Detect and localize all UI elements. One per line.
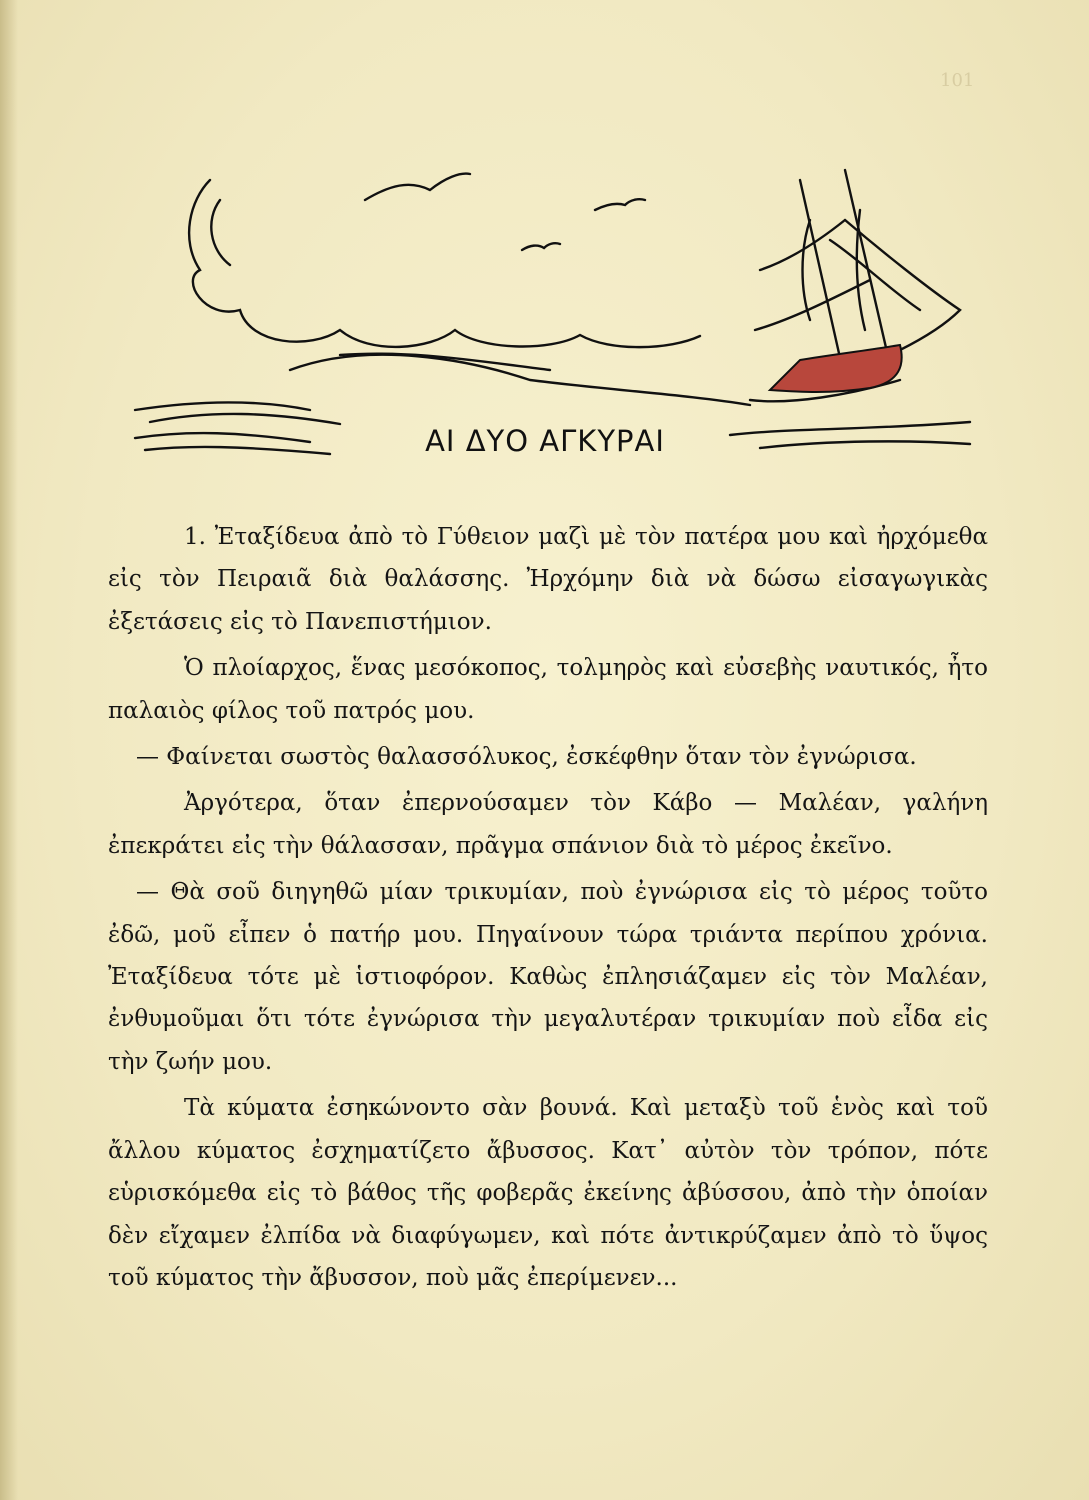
page-number: 101 — [940, 70, 975, 91]
paragraph: Ἀργότερα, ὅταν ἐπερνούσαμεν τὸν Κάβο — Μαλέαν, γαλήνη ἐπεκράτει εἰς τὴν θάλασσαν, πρᾶγμα σπάνιον διὰ τὸ μέρος ἐκεῖνο. — [108, 790, 988, 859]
dialog-paragraph: — Φαίνεται σωστὸς θαλασσόλυκος, ἐσκέφθην ὅταν τὸν ἐγνώρισα. — [136, 744, 917, 771]
chapter-title: ΑΙ ΔΥΟ ΑΓΚΥΡΑΙ — [425, 424, 665, 458]
body-text — [108, 516, 988, 1303]
paragraph: Ὁ πλοίαρχος, ἕνας μεσόκοπος, τολμηρὸς καὶ εὐσεβὴς ναυτικός, ἦτο παλαιὸς φίλος τοῦ πατρός μου. — [108, 655, 988, 724]
paragraph: 1. Ἐταξίδευα ἀπὸ τὸ Γύθειον μαζὶ μὲ τὸν πατέρα μου καὶ ἠρχόμεθα εἰς τὸν Πειραιᾶ διὰ θαλάσσης. Ἠρχόμην διὰ νὰ δώσω εἰσαγωγικὰς ἐξετάσεις εἰς τὸ Πανεπιστήμιον. — [108, 524, 988, 635]
dialog-paragraph: — Θὰ σοῦ διηγηθῶ μίαν τρικυμίαν, ποὺ ἐγνώρισα εἰς τὸ μέρος τοῦτο ἐδῶ, μοῦ εἶπεν ὁ πατήρ μου. Πηγαίνουν τώρα τριάντα περίπου χρόνια. Ἐταξίδευα τότε μὲ ἱστιοφόρον. Καθὼς ἐπλησιάζαμεν εἰς τὸν Μαλέαν, ἐνθυμοῦμαι ὅτι τότε ἐγνώρισα τὴν μεγαλυτέραν τρικυμίαν ποὺ εἶδα εἰς τὴν ζωήν μου. — [108, 879, 988, 1075]
gutter-shadow — [0, 0, 18, 1500]
paragraph: Τὰ κύματα ἐσηκώνοντο σὰν βουνά. Καὶ μεταξὺ τοῦ ἑνὸς καὶ τοῦ ἄλλου κύματος ἐσχηματίζετο ἄβυσσος. Κατ᾽ αὐτὸν τὸν τρόπον, πότε εὑρισκόμεθα εἰς τὸ βάθος τῆς φοβερᾶς ἐκείνης ἀβύσσου, ἀπὸ τὴν ὁποίαν δὲν εἴχαμεν ἐλπίδα νὰ διαφύγωμεν, καὶ πότε ἀντικρύζαμεν ἀπὸ τὸ ὕψος τοῦ κύματος τὴν ἄβυσσον, ποὺ μᾶς ἐπερίμενεν... — [108, 1095, 988, 1291]
